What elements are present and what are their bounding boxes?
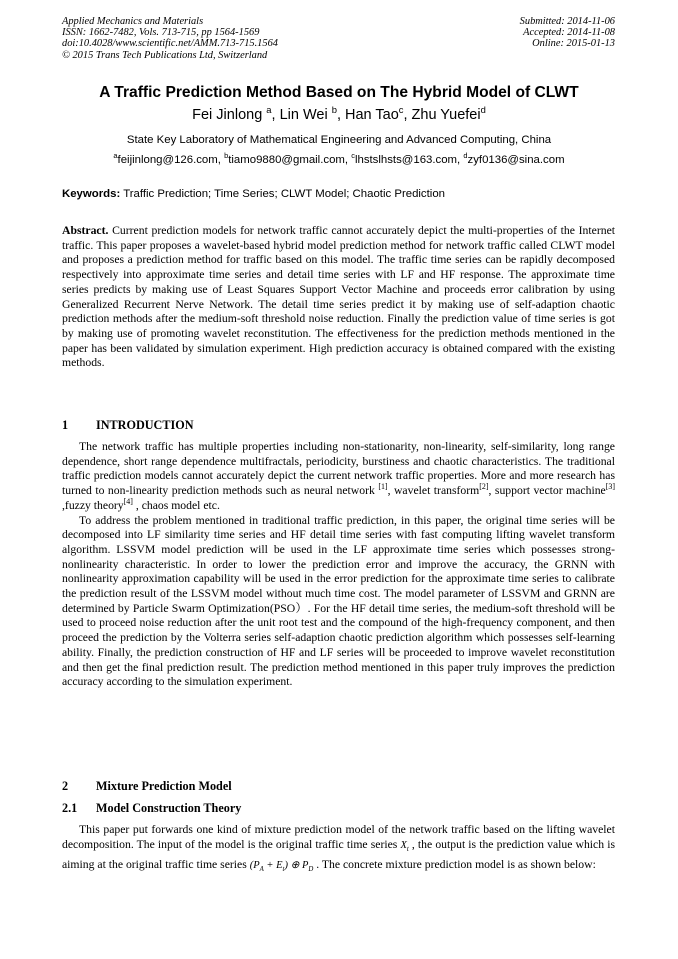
paragraph xyxy=(62,440,615,514)
section-title: INTRODUCTION xyxy=(96,418,194,432)
keywords-label: Keywords: xyxy=(62,188,121,200)
author-name: Han Tao xyxy=(345,107,399,123)
abstract-label: Abstract. xyxy=(62,224,109,237)
journal-copyright: © 2015 Trans Tech Publications Ltd, Switzerland xyxy=(62,49,268,61)
keywords-text: Traffic Prediction; Time Series; CLWT Model; Chaotic Prediction xyxy=(123,188,445,200)
email-mark: c xyxy=(351,151,355,161)
subsection-heading-2-1 xyxy=(62,801,241,816)
paragraph-text: The network traffic has multiple properties including non-stationarity, non-linearity, self-similarity, long range dependence, short range dependence multifractals, periodicity, burstiness and chaotic characteristics. The traditional traffic prediction models cannot accurately depict the current network traffic properties. More and more research has turned to non-linearity prediction methods such as neural network xyxy=(62,440,615,498)
introduction-body xyxy=(62,440,615,690)
citation[interactable]: [1] xyxy=(378,482,388,492)
math-formula: $(P_A + E_t)$ ⊕ $P_D$ xyxy=(249,859,314,873)
model-construction-body xyxy=(62,823,615,877)
paragraph xyxy=(62,823,615,877)
paper-title: A Traffic Prediction Method Based on The Hybrid Model of CLWT xyxy=(99,84,579,101)
author-mark: c xyxy=(398,104,404,116)
section-number: 2 xyxy=(62,779,69,793)
section-heading-1 xyxy=(62,418,194,433)
paragraph-text: , support vector machine xyxy=(488,484,606,498)
paragraph: To address the problem mentioned in traditional traffic prediction, in this paper, the original time series will be decomposed into LF similarity time series and HF detail time series with fast computing lifting wavelet transform algorithm. LSSVM model prediction will be used in the LF approximate time series which possesses strong-nonlinearity characteristic. In order to lower the prediction error and improve the accuracy, the GRNN with nonlinearity approximation capability will be used in the error prediction for the approximate time series to calibrate the prediction result of the LSSVM model without much time cost. The model parameter of LSSVM and GRNN are determined by Particle Swarm Optimization(PSO）. For the HF detail time series, the medium-soft threshold will be used to proceed noise reduction after the unit root test and the compound of the high-frequency component, and then proceed the prediction by the Volterra series self-adaption chaotic prediction algorithm which possesses self-learning ability. Finally, the prediction construction of HF and LF series will be proceeded to improve wavelet reconstitution and then get the final prediction result. The prediction method mentioned in this paper truly improves the prediction accuracy according to the simulation experiment. xyxy=(62,513,615,689)
email-list: $^a$feijinlong@126.com, $^b$tiamo9880@gmail.com, $^c$lhstslhsts@163.com, $^d$zyf0136@sina.com xyxy=(113,151,565,166)
paragraph-text: ,fuzzy theory xyxy=(62,498,124,512)
author-name: Zhu Yuefei xyxy=(411,107,481,123)
accepted-date: Accepted: 2014-11-08 xyxy=(523,27,615,39)
section-number: 1 xyxy=(62,418,69,432)
email-address[interactable]: feijinlong@126.com xyxy=(117,154,218,166)
author-mark: d xyxy=(480,104,486,116)
author-list: Fei Jinlong $^a$, Lin Wei $^b$, Han Tao$^c$, Zhu Yuefei$^d$ xyxy=(192,104,486,123)
submission-dates xyxy=(520,16,615,50)
email-address[interactable]: lhstslhsts@163.com xyxy=(354,154,458,166)
journal-name: Applied Mechanics and Materials xyxy=(62,16,204,27)
author-mark: b xyxy=(331,104,337,116)
math-variable: $X_t$ xyxy=(400,839,409,853)
journal-info xyxy=(62,16,278,61)
online-date: Online: 2015-01-13 xyxy=(532,38,615,50)
paragraph-text: , the output is the prediction value which is aiming at the original traffic time series xyxy=(62,837,615,871)
author-name: Lin Wei xyxy=(279,107,328,123)
email-address[interactable]: tiamo9880@gmail.com xyxy=(228,154,345,166)
citation[interactable]: [3] xyxy=(605,482,616,492)
submitted-date: Submitted: 2014-11-06 xyxy=(519,16,615,27)
paragraph-text: . The concrete mixture prediction model is as shown below: xyxy=(313,857,596,871)
journal-issn: ISSN: 1662-7482, Vols. 713-715, pp 1564-1569 xyxy=(62,27,260,39)
affiliation: State Key Laboratory of Mathematical Engineering and Advanced Computing, China xyxy=(126,134,552,146)
section-title: Mixture Prediction Model xyxy=(96,779,232,793)
email-mark: d xyxy=(463,151,468,161)
email-address[interactable]: zyf0136@sina.com xyxy=(467,154,565,166)
email-mark: a xyxy=(113,151,118,161)
section-heading-2 xyxy=(62,779,232,794)
section-title: Model Construction Theory xyxy=(96,801,242,815)
journal-doi: doi:10.4028/www.scientific.net/AMM.713-715.1564 xyxy=(62,38,278,50)
author-name: Fei Jinlong xyxy=(192,107,263,123)
author-mark: a xyxy=(266,104,272,116)
abstract-text: Current prediction models for network traffic cannot accurately depict the multi-properties of the Internet traffic. This paper proposes a wavelet-based hybrid model prediction method for network traffic called CLWT model and proposes a prediction method for traffic based on this model. The traffic time series can be rapidly decomposed respectively into approximate time series and detail time series with LF and HF response. The approximate time series predicts by making use of Least Squares Support Vector Machine and proceeds error calibration by using Generalized Recurrent Nerve Network. The detail time series predict it by making use of self-adaption chaotic prediction methods after the medium-soft threshold noise reduction. Finally the prediction value of time series is got by making use of promoting wavelet reconstitution. The effectiveness for the prediction methods mentioned in the paper has been validated by simulation experiment. High prediction accuracy is obtained compared with the existing methods. xyxy=(62,224,615,370)
email-mark: b xyxy=(224,151,229,161)
section-number: 2.1 xyxy=(62,801,78,815)
paragraph-text: , wavelet transform xyxy=(387,484,480,498)
citation[interactable]: [2] xyxy=(479,482,489,492)
keywords xyxy=(62,188,618,200)
citation[interactable]: [4] xyxy=(123,496,133,506)
paragraph-text: , chaos model etc. xyxy=(132,498,220,512)
abstract xyxy=(62,224,615,371)
paragraph-text: This paper put forwards one kind of mixture prediction model of the network traffic based on the lifting wavelet decomposition. The input of the model is the original traffic time series xyxy=(62,823,615,851)
